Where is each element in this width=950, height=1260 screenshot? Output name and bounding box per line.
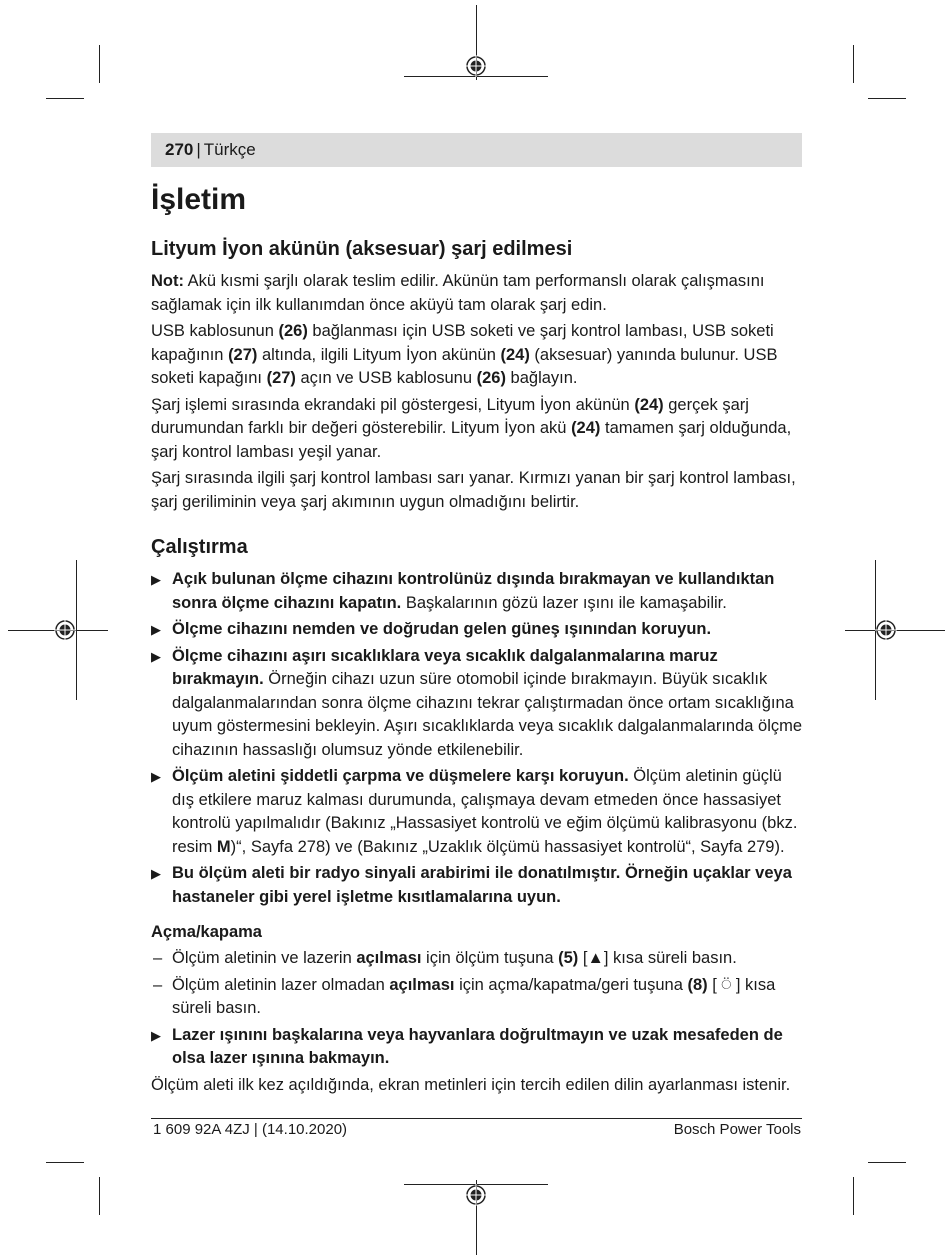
header-language: Türkçe — [203, 140, 256, 159]
crop-mark — [99, 45, 100, 83]
usb-paragraph — [151, 320, 803, 391]
warning-item — [151, 1024, 803, 1071]
on-off-item — [151, 947, 803, 971]
registration-mark-icon — [465, 1184, 487, 1206]
main-content — [151, 180, 803, 1100]
text-run: için açma/kapatma/geri tuşuna — [454, 975, 688, 994]
crop-mark — [46, 98, 84, 99]
warning-bold: Ölçme cihazını aşırı sıcaklıklara veya sıcaklık dalgalanmalarına maruz bırakmayın. — [172, 646, 718, 688]
crop-mark — [853, 45, 854, 83]
footer-doc-code: 1 609 92A 4ZJ | (14.10.2020) — [153, 1121, 348, 1138]
text-run: USB kablosunun — [151, 322, 279, 340]
note-text: Akü kısmi şarjlı olarak teslim edilir. Akünün tam performanslı olarak çalışmasını sağlamak için ilk kullanımdan önce aküyü tam olarak şarj edin. — [151, 272, 765, 314]
emphasis: açılması — [356, 949, 422, 967]
note-paragraph — [151, 270, 803, 317]
warning-text: Ölçüm aletinin güçlü dış etkilere maruz kalması durumunda, çalışmaya devam etmeden önce hassasiyet kontrolü yapılmalıdır (Bakınız „Hassasiyet kontrolü ve eğim ölçümü kalibrasyonu (bkz. resim — [172, 767, 798, 856]
footer-brand: Bosch Power Tools — [673, 1121, 801, 1138]
text-run: Ölçüm aletinin lazer olmadan — [172, 975, 390, 994]
arrow-bullet-icon: ▶ — [151, 648, 161, 664]
charge-lamp-paragraph: Şarj sırasında ilgili şarj kontrol lambası sarı yanar. Kırmızı yanan bir şarj kontrol lambası, şarj geriliminin veya şarj akımının uygun olmadığını belirtir. — [151, 469, 796, 511]
battery-indicator-paragraph — [151, 394, 803, 465]
reference-number: (26) — [278, 322, 308, 340]
footer-rule — [151, 1118, 802, 1119]
warning-text: )“, Sayfa 278) ve (Bakınız „Uzaklık ölçümü hassasiyet kontrolü“, Sayfa 279). — [230, 837, 785, 856]
crop-mark — [46, 1162, 84, 1163]
text-run: için ölçüm tuşuna — [421, 949, 559, 967]
warning-item — [151, 765, 803, 859]
text-run: [ — [707, 975, 722, 994]
crop-mark — [99, 1177, 100, 1215]
text-run: açın ve USB kablosunu — [295, 369, 477, 387]
text-run: [ — [578, 949, 588, 967]
warning-item — [151, 568, 803, 615]
section-heading-operation: Çalıştırma — [151, 536, 248, 558]
reference-number: (27) — [266, 369, 296, 387]
reference-number: (24) — [634, 395, 664, 414]
text-run: gerçek şarj durumundan farklı bir değeri gösterebilir. Lityum İyon akü — [151, 395, 749, 437]
warning-item — [151, 618, 803, 642]
power-back-button-icon: ⍥ — [721, 975, 732, 994]
text-run: tamamen şarj olduğunda, şarj kontrol lambası yeşil yanar. — [151, 419, 792, 461]
emphasis: açılması — [389, 975, 455, 994]
arrow-bullet-icon: ▶ — [151, 622, 161, 637]
warning-bold: Lazer ışınını başkalarına veya hayvanlara doğrultmayın ve uzak mesafeden de olsa lazer ışınına bakmayın. — [172, 1025, 783, 1067]
reference-number: (8) — [687, 975, 708, 994]
page-title: İşletim — [151, 183, 247, 216]
reference-number: (5) — [558, 949, 579, 967]
warning-list-laser — [151, 1024, 803, 1071]
warning-list — [151, 568, 803, 909]
warning-bold: Ölçme cihazını nemden ve doğrudan gelen güneş ışınından koruyun. — [172, 620, 712, 638]
text-run: ] kısa süreli basın. — [603, 949, 737, 967]
closing-paragraph: Ölçüm aleti ilk kez açıldığında, ekran metinleri için tercih edilen dilin ayarlanması istenir. — [151, 1075, 791, 1094]
crop-mark — [868, 1162, 906, 1163]
warning-bold: Ölçüm aletini şiddetli çarpma ve düşmelere karşı koruyun. — [172, 767, 629, 785]
subheading-on-off: Açma/kapama — [151, 923, 262, 941]
text-run: Şarj işlemi sırasında ekrandaki pil göstergesi, Lityum İyon akünün — [151, 395, 635, 414]
arrow-bullet-icon: ▶ — [151, 866, 161, 881]
text-run: (aksesuar) yanında bulunur. USB soketi kapağını — [151, 345, 778, 387]
arrow-bullet-icon: ▶ — [151, 1027, 161, 1043]
section-heading-charging: Lityum İyon akünün (aksesuar) şarj edilmesi — [151, 238, 573, 260]
header-separator: | — [196, 140, 201, 159]
text-run: bağlayın. — [505, 369, 578, 387]
arrow-bullet-icon: ▶ — [151, 769, 161, 784]
registration-mark-icon — [875, 619, 897, 641]
warning-item — [151, 645, 803, 763]
arrow-bullet-icon: ▶ — [151, 572, 161, 587]
on-off-item — [151, 974, 803, 1021]
warning-text: Örneğin cihazı uzun süre otomobil içinde bırakmayın. Büyük sıcaklık dalgalanmalarından sonra ölçme cihazını tekrar çalıştırmadan önce ortam sıcaklığına uyum göstermesini bekleyin. Aşırı sıcaklıklarda veya sıcaklık dalgalanmalarında ölçme cihazının hassaslığı olumsuz yönde etkilenebilir. — [172, 670, 803, 759]
warning-bold: Bu ölçüm aleti bir radyo sinyali arabirimi ile donatılmıştır. Örneğin uçaklar veya hastaneler gibi yerel işletme kısıtlamalarına uyun. — [172, 864, 792, 906]
warning-text: Başkalarının gözü lazer ışını ile kamaşabilir. — [401, 593, 727, 612]
figure-reference: M — [216, 837, 231, 856]
crop-mark — [868, 98, 906, 99]
page-number: 270 — [165, 140, 194, 159]
text-run: altında, ilgili Lityum İyon akünün — [257, 345, 501, 364]
text-run: bağlanması için USB soketi ve şarj kontrol lambası, USB soketi kapağının — [151, 322, 774, 364]
on-off-list — [151, 947, 803, 1021]
warning-item — [151, 862, 803, 909]
reference-number: (24) — [500, 345, 530, 364]
text-run: Ölçüm aletinin ve lazerin — [172, 949, 357, 967]
registration-mark-icon — [465, 55, 487, 77]
note-label: Not: — [151, 272, 184, 290]
page-header — [151, 133, 802, 167]
reference-number: (27) — [228, 345, 258, 364]
crop-mark — [853, 1177, 854, 1215]
reference-number: (24) — [571, 419, 601, 437]
text-run: ] kısa süreli basın. — [172, 975, 776, 1017]
measure-button-icon: ▲ — [587, 949, 604, 967]
dash-bullet: – — [153, 949, 163, 967]
reference-number: (26) — [476, 369, 506, 387]
warning-bold: Açık bulunan ölçme cihazını kontrolünüz dışında bırakmayan ve kullandıktan sonra ölçme cihazını kapatın. — [172, 570, 775, 612]
dash-bullet: – — [153, 975, 163, 994]
registration-mark-icon — [54, 619, 76, 641]
